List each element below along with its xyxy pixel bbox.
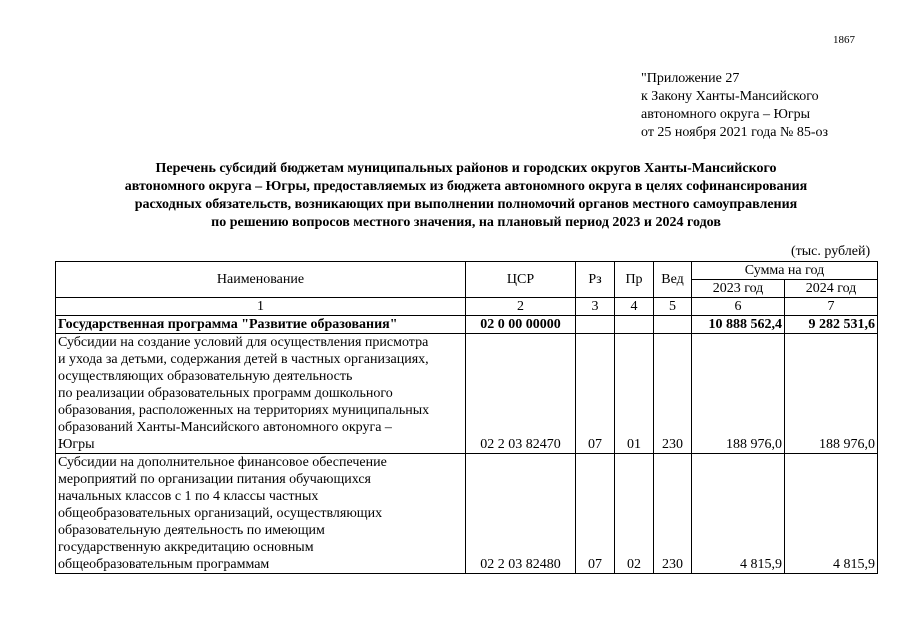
program-pr: [615, 316, 654, 334]
header-name: Наименование: [56, 262, 466, 298]
title-line: Перечень субсидий бюджетам муниципальных районов и городских округов Ханты-Мансийского: [155, 161, 777, 176]
column-number: 7: [785, 298, 878, 316]
subsidy-pr: 01: [615, 334, 654, 454]
program-name: Государственная программа "Развитие образования": [56, 316, 466, 334]
column-numbers-row: [56, 298, 878, 316]
program-sum-2023: 10 888 562,4: [692, 316, 785, 334]
column-number: 4: [615, 298, 654, 316]
page-number: 1867: [833, 34, 855, 46]
program-rz: [576, 316, 615, 334]
subsidy-name-line: мероприятий по организации питания обучающихся: [58, 472, 371, 487]
table-row: [56, 454, 878, 574]
appendix-line: от 25 ноября 2021 года № 85-оз: [641, 125, 829, 140]
subsidy-name-line: общеобразовательных организаций, осуществляющих: [58, 506, 383, 521]
table-row: [56, 334, 878, 454]
subsidy-sum-2024: 188 976,0: [785, 334, 878, 454]
subsidy-csr: 02 2 03 82480: [466, 454, 576, 574]
program-row: [56, 316, 878, 334]
title-line: по решению вопросов местного значения, на плановый период 2023 и 2024 годов: [211, 215, 721, 230]
appendix-line: "Приложение 27: [641, 71, 740, 86]
subsidy-name-line: осуществляющих образовательную деятельность: [58, 369, 353, 384]
subsidy-csr: 02 2 03 82470: [466, 334, 576, 454]
subsidy-name-line: образования, расположенных на территориях муниципальных: [58, 403, 430, 418]
subsidy-rz: 07: [576, 334, 615, 454]
document-title: [55, 160, 877, 232]
subsidy-ved: 230: [654, 454, 692, 574]
appendix-line: автономного округа – Югры: [641, 107, 810, 122]
appendix-reference: [641, 70, 828, 142]
header-year-2023: 2023 год: [692, 280, 785, 298]
subsidy-sum-2024: 4 815,9: [785, 454, 878, 574]
header-ved: Вед: [654, 262, 692, 298]
subsidy-name-line: образований Ханты-Мансийского автономного округа –: [58, 420, 392, 435]
program-ved: [654, 316, 692, 334]
title-line: расходных обязательств, возникающих при выполнении полномочий органов местного самоуправления: [134, 197, 798, 212]
subsidy-name-line: образовательную деятельность по имеющим: [58, 523, 325, 538]
subsidy-name-line: Субсидии на дополнительное финансовое обеспечение: [58, 455, 387, 470]
column-number: 5: [654, 298, 692, 316]
header-rz: Рз: [576, 262, 615, 298]
header-year-2024: 2024 год: [785, 280, 878, 298]
program-sum-2024: 9 282 531,6: [785, 316, 878, 334]
column-number: 6: [692, 298, 785, 316]
subsidy-rz: 07: [576, 454, 615, 574]
title-line: автономного округа – Югры, предоставляемых из бюджета автономного округа в целях софинансирования: [124, 179, 808, 194]
subsidies-table: [55, 261, 878, 574]
subsidy-name: [56, 334, 466, 454]
column-number: 3: [576, 298, 615, 316]
subsidy-name-line: по реализации образовательных программ дошкольного: [58, 386, 393, 401]
subsidy-name-line: государственную аккредитацию основным: [58, 540, 314, 555]
subsidy-name-line: общеобразовательным программам: [58, 557, 270, 572]
column-number: 1: [56, 298, 466, 316]
subsidy-ved: 230: [654, 334, 692, 454]
units-label: (тыс. рублей): [791, 244, 871, 259]
subsidy-name-line: начальных классов с 1 по 4 классы частных: [58, 489, 319, 504]
column-number: 2: [466, 298, 576, 316]
header-row: [56, 262, 878, 280]
header-pr: Пр: [615, 262, 654, 298]
subsidy-pr: 02: [615, 454, 654, 574]
subsidy-name: [56, 454, 466, 574]
subsidy-sum-2023: 188 976,0: [692, 334, 785, 454]
appendix-line: к Закону Ханты-Мансийского: [641, 89, 819, 104]
subsidy-name-line: Субсидии на создание условий для осуществления присмотра: [58, 335, 429, 350]
header-sum: Сумма на год: [692, 262, 878, 280]
header-csr: ЦСР: [466, 262, 576, 298]
program-csr: 02 0 00 00000: [466, 316, 576, 334]
subsidy-sum-2023: 4 815,9: [692, 454, 785, 574]
subsidy-name-line: и ухода за детьми, содержания детей в частных организациях,: [58, 352, 429, 367]
subsidy-name-line: Югры: [58, 437, 95, 452]
